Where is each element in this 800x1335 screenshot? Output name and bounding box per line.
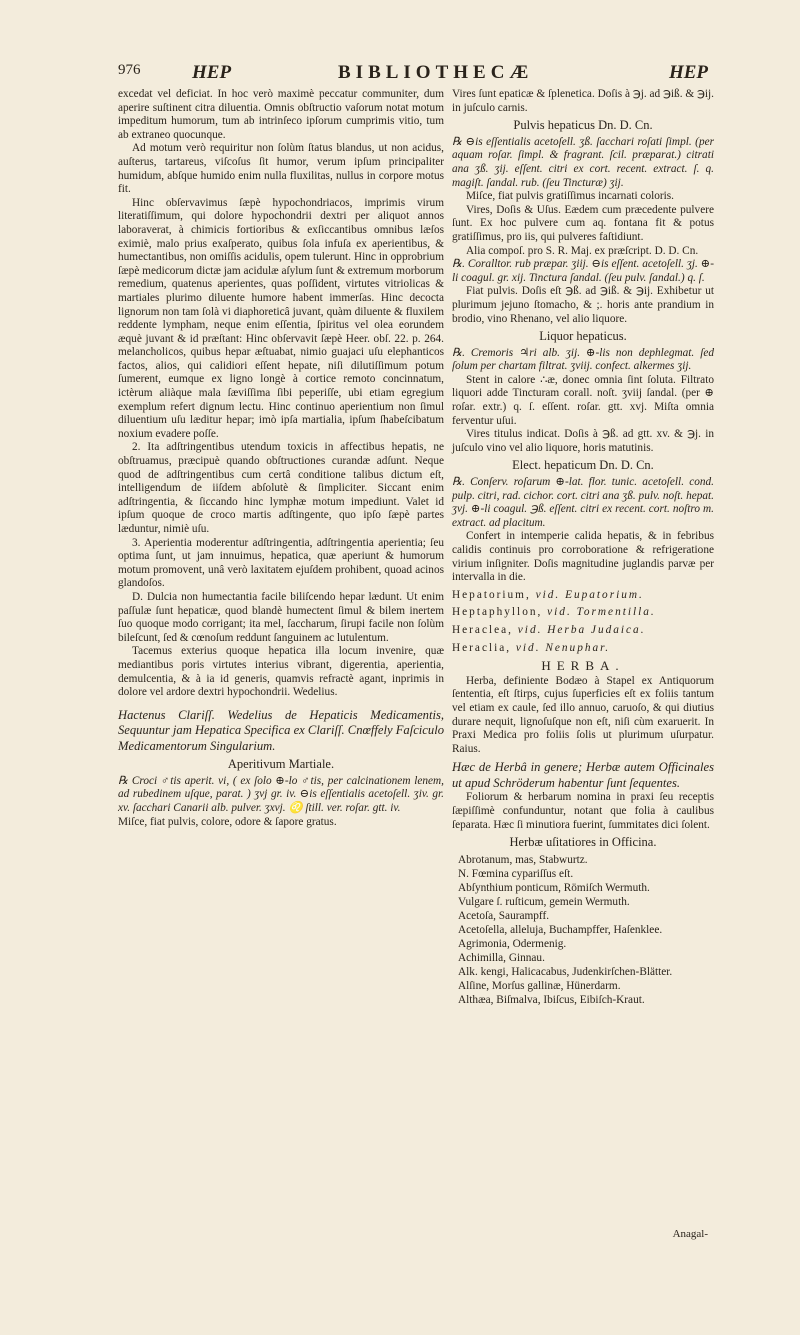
paragraph: Herba, definiente Bodæo à Stapel ex Antiquorum ſententia, eſt ſtirps, cujus ſuperficies eſt ex foliis tantum vel etiam ex caule, ſed illo annuo, caruoſo, & qui diutius durare nequit, lignoſuſque non eſt, niſi cùm exaruerit. In Praxi Medica pro foliis ſolis ut plurimum uſurpatur. Raius. [452, 674, 714, 755]
paragraph: 2. Ita adſtringentibus utendum toxicis in affectibus hepatis, ne obſtruamus, præcipuè quando obſtructiones curandæ adſunt. Neque quod de adſtringentibus cum certâ conditione talibus dictum eſt, intelligendum de iiſdem abſolutè & ſimpliciter. Siccant enim adſtringentia, & ſiccando hinc lymphæ motum impediunt. Valet id ipſum quoque de croco martis adſtingente, quo ipſo ſæpè partes læduntur, nimiè uſu. [118, 441, 444, 535]
recipe-instruction: Miſce, fiat pulvis, colore, odore & ſapore gratus. [118, 815, 337, 828]
paragraph: D. Dulcia non humectantia facile biliſcendo hepar lædunt. Ut enim paſſulæ ſunt hepaticæ, quod blandè humectent ſimul & bilem inertem ſuo quoque modo corrigant; ita mel, ſaccharum, ſirupi facile non ſolùm bileſcunt, ſed & cœnoſum reddunt ſanguinem ac lutulentum. [118, 590, 444, 644]
dictionary-entry [452, 624, 714, 638]
recipe-text: ℞. Cremoris ♃ri alb. ʒij. ⊕-lis non dephlegmat. ſed ſolum per chartam filtrat. ʒviij. confect. alkermes ʒij. [452, 346, 714, 373]
paragraph: Tacemus exterius quoque hepatica illa locum invenire, quæ mediantibus poris virtutes interius vibrant, digerentia, aperientia, demulcentia, & à ia id generis, quamvis refractè agant, inprimis in dolore vel ardore dextri hypochondrii. Wedelius. [118, 645, 444, 699]
header-right-title: HEP [668, 62, 708, 83]
section-heading: Hactenus Clariſſ. Wedelius de Hepaticis Medicamentis, Sequuntur jam Hepatica Specifica ex Clariſſ. Cnœffely Faſciculo Medicamentorum Singularium. [118, 707, 444, 753]
list-item: Alk. kengi, Halicacabus, Judenkirſchen-Blätter. [458, 965, 673, 978]
entry-name: Heraclea, [452, 623, 513, 636]
entry-name: Heptaphyllon, [452, 606, 543, 619]
dictionary-entry [452, 642, 714, 656]
list-title: Herbæ uſitatiores in Officina. [509, 835, 657, 850]
list-item: Acetoſella, alleluja, Buchampffer, Haſenklee. [458, 923, 663, 936]
recipe-title: Pulvis hepaticus Dn. D. Cn. [513, 118, 653, 133]
entry-name: Hepatorium, [452, 588, 531, 601]
dictionary-entry [452, 589, 714, 603]
recipe-text: ℞. Conſerv. roſarum ⊕-lat. flor. tunic. acetoſell. cond. pulp. citri, rad. cichor. cort. citri ana ʒß. pulv. noſt. hepat. ʒvj. ⊕-li coagul. ℈ß. eſſent. citri ex recent. cort. noſtro m. extract. ad placitum. [452, 476, 714, 529]
paragraph: Vires titulus indicat. Doſis à ℈ß. ad gtt. xv. & ℈j. in juſculo vino vel alio liquore, horis matutinis. [452, 428, 714, 454]
list-item: Acetoſa, Saurampff. [458, 909, 550, 922]
paragraph: Hinc obſervavimus ſæpè hypochondriacos, imprimis virum literatiſſimum, qui dolore hypochondrii dextri per aliquot annos laboraverat, à chimicis fortioribus & exſiccantibus omnibus læſos eximiè, malo prius exaſperato, quibus ſola infuſa ex aperientibus, & humectantibus, non omiſſis acidulis, opem tulerunt. Hinc in opprobrium ſæpè medicorum dictæ jam acidulæ aſylum ſunt & extremum morborum remedium, quatenus aperientes, quas poſſident, virtutes vitriolicas & martiales plurimo diluente humore habent immerſas. Hinc decocta lignorum non tam ſolà vi diaphoreticâ juvant, quàm diluente & fluxilem reddente lympham, neque enim eſſentia, ſpiritus vel olea eorundem æquè juvant & id præſtant: Hinc obſervavit ſæpè Heer. obſ. 22. p. 264. melancholicos, quibus hepar æſtuabat, nimio guajaci uſu elephanticos factos, alios, qui calidiori eſſent hepate, niſi dilutiſſimum potum ſumerent, eumque ex ligno longè à cortice remoto concinnatum, ictèrum aliàque mala ſæviſſima ſibi peperiſſe, ubi etiam egregium exemplum refert dignum lectu. Hinc continuo aperientium non ſimul diluentium uſu læditur hepar; imò ipſa martialia, ipſum ſhabeſcibatum noxium evadere poſſe. [118, 196, 444, 440]
page-header [118, 62, 708, 88]
entry-name: Heraclia, [452, 641, 512, 654]
header-center-title: BIBLIOTHECÆ [338, 62, 534, 83]
list-item: Abrotanum, mas, Stabwurtz. [458, 853, 588, 866]
page-number: 976 [118, 62, 141, 78]
paragraph: excedat vel deficiat. In hoc verò maximè peccatur communiter, dum aperire suſtinent citra diluentia. Omnis obſtructio vaſorum notat motum impeditum humorum, tum ab intrinſeco ipſorum cumprimis vitio, tum ab extraneo quocunque. [118, 88, 444, 141]
right-column [452, 88, 714, 1007]
recipe-text: ℞ Croci ♂tis aperit. vi, ( ex ſolo ⊕-lo ♂tis, per calcinationem lenem, ad rubedinem uſque, parat. ) ʒvj gr. iv. ⊖is eſſentialis acetoſell. ʒiv. gr. xv. ſacchari Canarii alb. pulver. ʒxvj. ♌ ſtill. ver. roſar. gtt. iv. [118, 774, 444, 814]
paragraph: Confert in intemperie calida hepatis, & in febribus calidis continuis pro corroboratione & refrigeratione virium inſigniter. Doſis magnitudine juglandis parvæ per intervalla in die. [452, 530, 714, 584]
paragraph: Alia compoſ. pro S. R. Maj. ex præſcript. D. D. Cn. [466, 244, 699, 257]
recipe-text: ℞. Coralltor. rub præpar. ʒiij. ⊖is eſſent. acetoſell. ʒj. ⊕-li coagul. gr. xij. Tinctura ſandal. (ſeu pulv. ſandal.) q. ſ. [452, 258, 714, 284]
left-column [118, 88, 444, 829]
entry-reference: vid. Nenuphar. [515, 641, 611, 654]
catchword: Anagal- [672, 1228, 708, 1240]
list-item: Alſine, Morſus gallinæ, Hünerdarm. [458, 979, 621, 992]
header-left-title: HEP [192, 62, 232, 83]
entry-reference: vid. Tormentilla. [547, 606, 656, 619]
recipe-title: Liquor hepaticus. [539, 329, 627, 344]
recipe-instruction: Miſce, fiat pulvis gratiſſimus incarnati coloris. [466, 190, 675, 203]
recipe-title: Aperitivum Martiale. [227, 757, 335, 772]
paragraph: Vires, Doſis & Uſus. Eædem cum præcedente pulvere ſunt. Ex hoc pulvere cum aq. fontana fit & potus gratiſſimus, pro iis, qui pulveres faſtidiunt. [452, 203, 714, 243]
section-title: HERBA. [541, 658, 625, 674]
dictionary-entry [452, 606, 714, 620]
paragraph: Vires ſunt epaticæ & ſplenetica. Doſis à ℈j. ad ℈iß. & ℈ij. in juſculo carnis. [452, 88, 714, 114]
paragraph: Ad motum verò requiritur non ſolùm ſtatus blandus, ut non acidus, auſterus, tartareus, viſcoſus ſit humor, verum ipſum principaliter humidum, abſque humido enim nulla fluxilitas, nullus in corpore motus fit. [118, 142, 444, 196]
paragraph: Foliorum & herbarum nomina in praxi ſeu receptis ſæpiſſimè confunduntur, notant que folia à caulibus ſeparata. Hæc ſi minutiora fuerint, ſummitates dici ſolent. [452, 791, 714, 831]
list-item: Vulgare ſ. ruſticum, gemein Wermuth. [458, 895, 630, 908]
recipe-title: Elect. hepaticum Dn. D. Cn. [512, 458, 654, 473]
paragraph: 3. Aperientia moderentur adſtringentia, adſtringentia aperientia; ſeu optima ſunt, ut jam innuimus, hepatica, quæ aperiunt & humorum motum promovent, unâ verò laxitatem ejuſdem prohibent, quoad acinos glandoſos. [118, 536, 444, 590]
recipe-text: ℞ ⊖is eſſentialis acetoſell. ʒß. ſacchari roſati ſimpl. (per aquam roſar. ſimpl. & fragrant. ſcil. præparat.) citrati ana ʒß. ʒij. eſſent. citri ex cort. recent. extract. ſ. q. magiſt. ſandal. rub. (ſeu Tincturæ) ʒij. [452, 135, 714, 189]
list-item: Althæa, Biſmalva, Ibiſcus, Eibiſch-Kraut. [458, 993, 645, 1006]
entry-reference: vid. Herba Judaica. [517, 623, 646, 636]
paragraph: Fiat pulvis. Doſis eſt ℈ß. ad ℈iß. & ℈ij. Exhibetur ut plurimum jejuno ſtomacho, & ;. horis ante prandium in brodio, vino Rhenano, vel alio liquore. [452, 285, 714, 325]
section-heading: Hæc de Herbâ in genere; Herbæ autem Officinales ut apud Schröderum habentur ſunt ſequentes. [452, 760, 714, 790]
list-item: Achimilla, Ginnau. [458, 951, 545, 964]
paragraph: Stent in calore ∴æ, donec omnia ſint ſoluta. Filtrato liquori adde Tincturam corall. noſt. ʒviij ſandal. (per ⊕ roſar. extr.) q. ſ. eſſent. roſar. gtt. xvj. Miſta omnia ferventur uſui. [452, 373, 714, 427]
list-item: N. Fœmina cypariſſus eſt. [458, 867, 574, 880]
list-item: Abſynthium ponticum, Römiſch Wermuth. [458, 881, 650, 894]
list-item: Agrimonia, Odermenig. [458, 937, 567, 950]
herb-list [452, 853, 714, 1007]
entry-reference: vid. Eupatorium. [535, 588, 644, 601]
